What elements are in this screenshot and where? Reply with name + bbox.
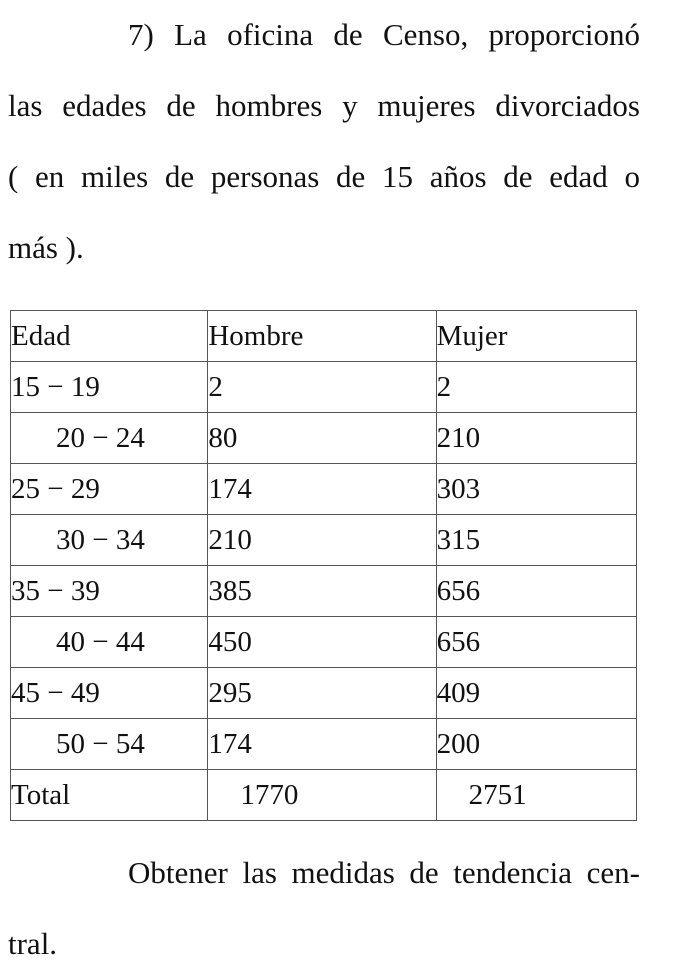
problem-line-4: más ). (8, 230, 84, 265)
cell-mujer: 210 (436, 413, 636, 464)
cell-hombre: 174 (208, 464, 436, 515)
cell-total-mujer: 2751 (436, 770, 636, 821)
cell-mujer: 315 (436, 515, 636, 566)
census-table (10, 310, 637, 821)
cell-hombre: 174 (208, 719, 436, 770)
cell-total-hombre: 1770 (208, 770, 436, 821)
cell-edad: 45 − 49 (11, 668, 208, 719)
table-row (11, 464, 637, 515)
cell-hombre: 450 (208, 617, 436, 668)
cell-mujer: 656 (436, 566, 636, 617)
cell-edad: 30 − 34 (11, 515, 208, 566)
header-hombre: Hombre (208, 311, 436, 362)
table-row (11, 719, 637, 770)
cell-mujer: 2 (436, 362, 636, 413)
cell-edad: 50 − 54 (11, 719, 208, 770)
table-total-row (11, 770, 637, 821)
cell-mujer: 656 (436, 617, 636, 668)
table-row (11, 413, 637, 464)
problem-line-2: las edades de hombres y mujeres divorciados (8, 88, 640, 123)
cell-mujer: 303 (436, 464, 636, 515)
problem-line-1: 7) La oficina de Censo, proporcionó (128, 17, 640, 52)
cell-mujer: 200 (436, 719, 636, 770)
table-row (11, 668, 637, 719)
table-row (11, 515, 637, 566)
cell-mujer: 409 (436, 668, 636, 719)
header-mujer: Mujer (436, 311, 636, 362)
cell-edad: 40 − 44 (11, 617, 208, 668)
table-header-row (11, 311, 637, 362)
cell-edad: 15 − 19 (11, 362, 208, 413)
instruction-text (8, 837, 640, 979)
header-edad: Edad (11, 311, 208, 362)
instruction-line-2: tral. (8, 926, 58, 961)
table-row (11, 362, 637, 413)
cell-hombre: 2 (208, 362, 436, 413)
problem-statement (8, 0, 640, 283)
cell-edad: 20 − 24 (11, 413, 208, 464)
table-row (11, 566, 637, 617)
problem-line-3: ( en miles de personas de 15 años de edad o (8, 159, 640, 194)
cell-hombre: 80 (208, 413, 436, 464)
cell-hombre: 385 (208, 566, 436, 617)
table-row (11, 617, 637, 668)
instruction-line-1: Obtener las medidas de tendencia cen- (128, 855, 640, 890)
cell-hombre: 295 (208, 668, 436, 719)
cell-hombre: 210 (208, 515, 436, 566)
cell-edad: 25 − 29 (11, 464, 208, 515)
cell-total-label: Total (11, 770, 208, 821)
cell-edad: 35 − 39 (11, 566, 208, 617)
